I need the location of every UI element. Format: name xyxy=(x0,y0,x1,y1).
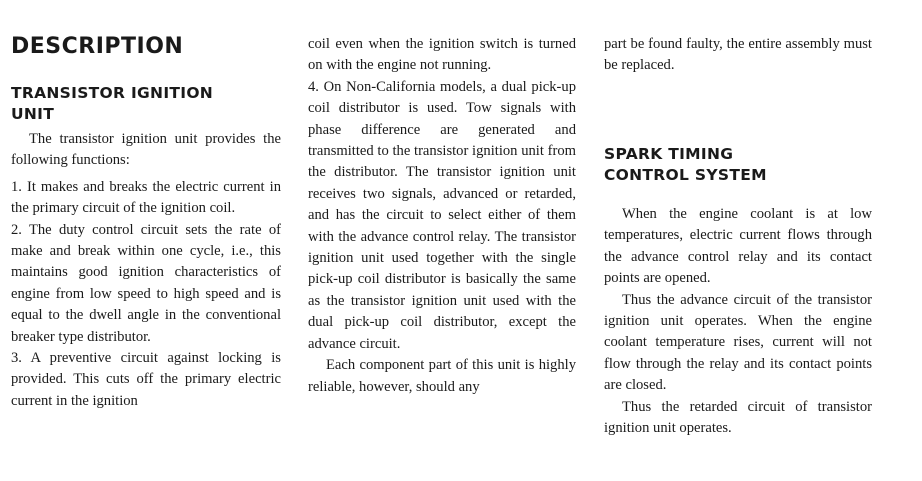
column-3-continuation xyxy=(604,34,872,77)
reliability-paragraph: Each component part of this unit is highly reliable, however, should any xyxy=(308,357,576,395)
list-item-1: 1. It makes and breaks the electric current in the primary circuit of the ignition coil. xyxy=(11,178,281,217)
intro-paragraph: The transistor ignition unit provides the following functions: xyxy=(11,131,281,169)
continuation-paragraph: coil even when the ignition switch is turned on with the engine not running. xyxy=(308,36,576,74)
list-item-2: 2. The duty control circuit sets the rate of make and break within one cycle, i.e., this maintains good ignition characteristics of engine from low speed to high speed and is equal to the dwell angle in the conventional breaker type distributor. xyxy=(11,221,281,345)
section-heading-spark-timing-control-system: SPARK TIMING CONTROL SYSTEM xyxy=(604,145,767,184)
continuation-paragraph: part be found faulty, the entire assembly must be replaced. xyxy=(604,36,872,74)
column-1-text xyxy=(11,129,281,412)
paragraph-1: When the engine coolant is at low temperatures, electric current flows through the advance control relay and its contact points are opened. xyxy=(604,206,872,287)
paragraph-2: Thus the advance circuit of the transistor ignition unit operates. When the engine coolant temperature rises, current will not flow through the relay and its contact points are closed. xyxy=(604,291,872,394)
list-item-3: 3. A preventive circuit against locking is provided. This cuts off the primary electric current in the ignition xyxy=(11,350,281,409)
list-item-4: 4. On Non-California models, a dual pick-up coil distributor is used. Tow signals with phase difference are generated and transmitted to the transistor ignition unit from the distributor. The transistor ignition unit receives two signals, advanced or retarded, and has the circuit to select either of them with the advance control relay. The transistor ignition unit used together with the single pick-up coil distributor is basically the same as the transistor ignition unit used with the dual pick-up coil distributor, except the advance circuit. xyxy=(308,78,576,352)
column-2-text xyxy=(308,34,576,398)
section-heading-transistor-ignition-unit: TRANSISTOR IGNITION UNIT xyxy=(11,84,214,123)
page-heading: DESCRIPTION xyxy=(11,34,184,59)
column-3-text xyxy=(604,204,872,439)
paragraph-3: Thus the retarded circuit of transistor ignition unit operates. xyxy=(604,398,872,437)
